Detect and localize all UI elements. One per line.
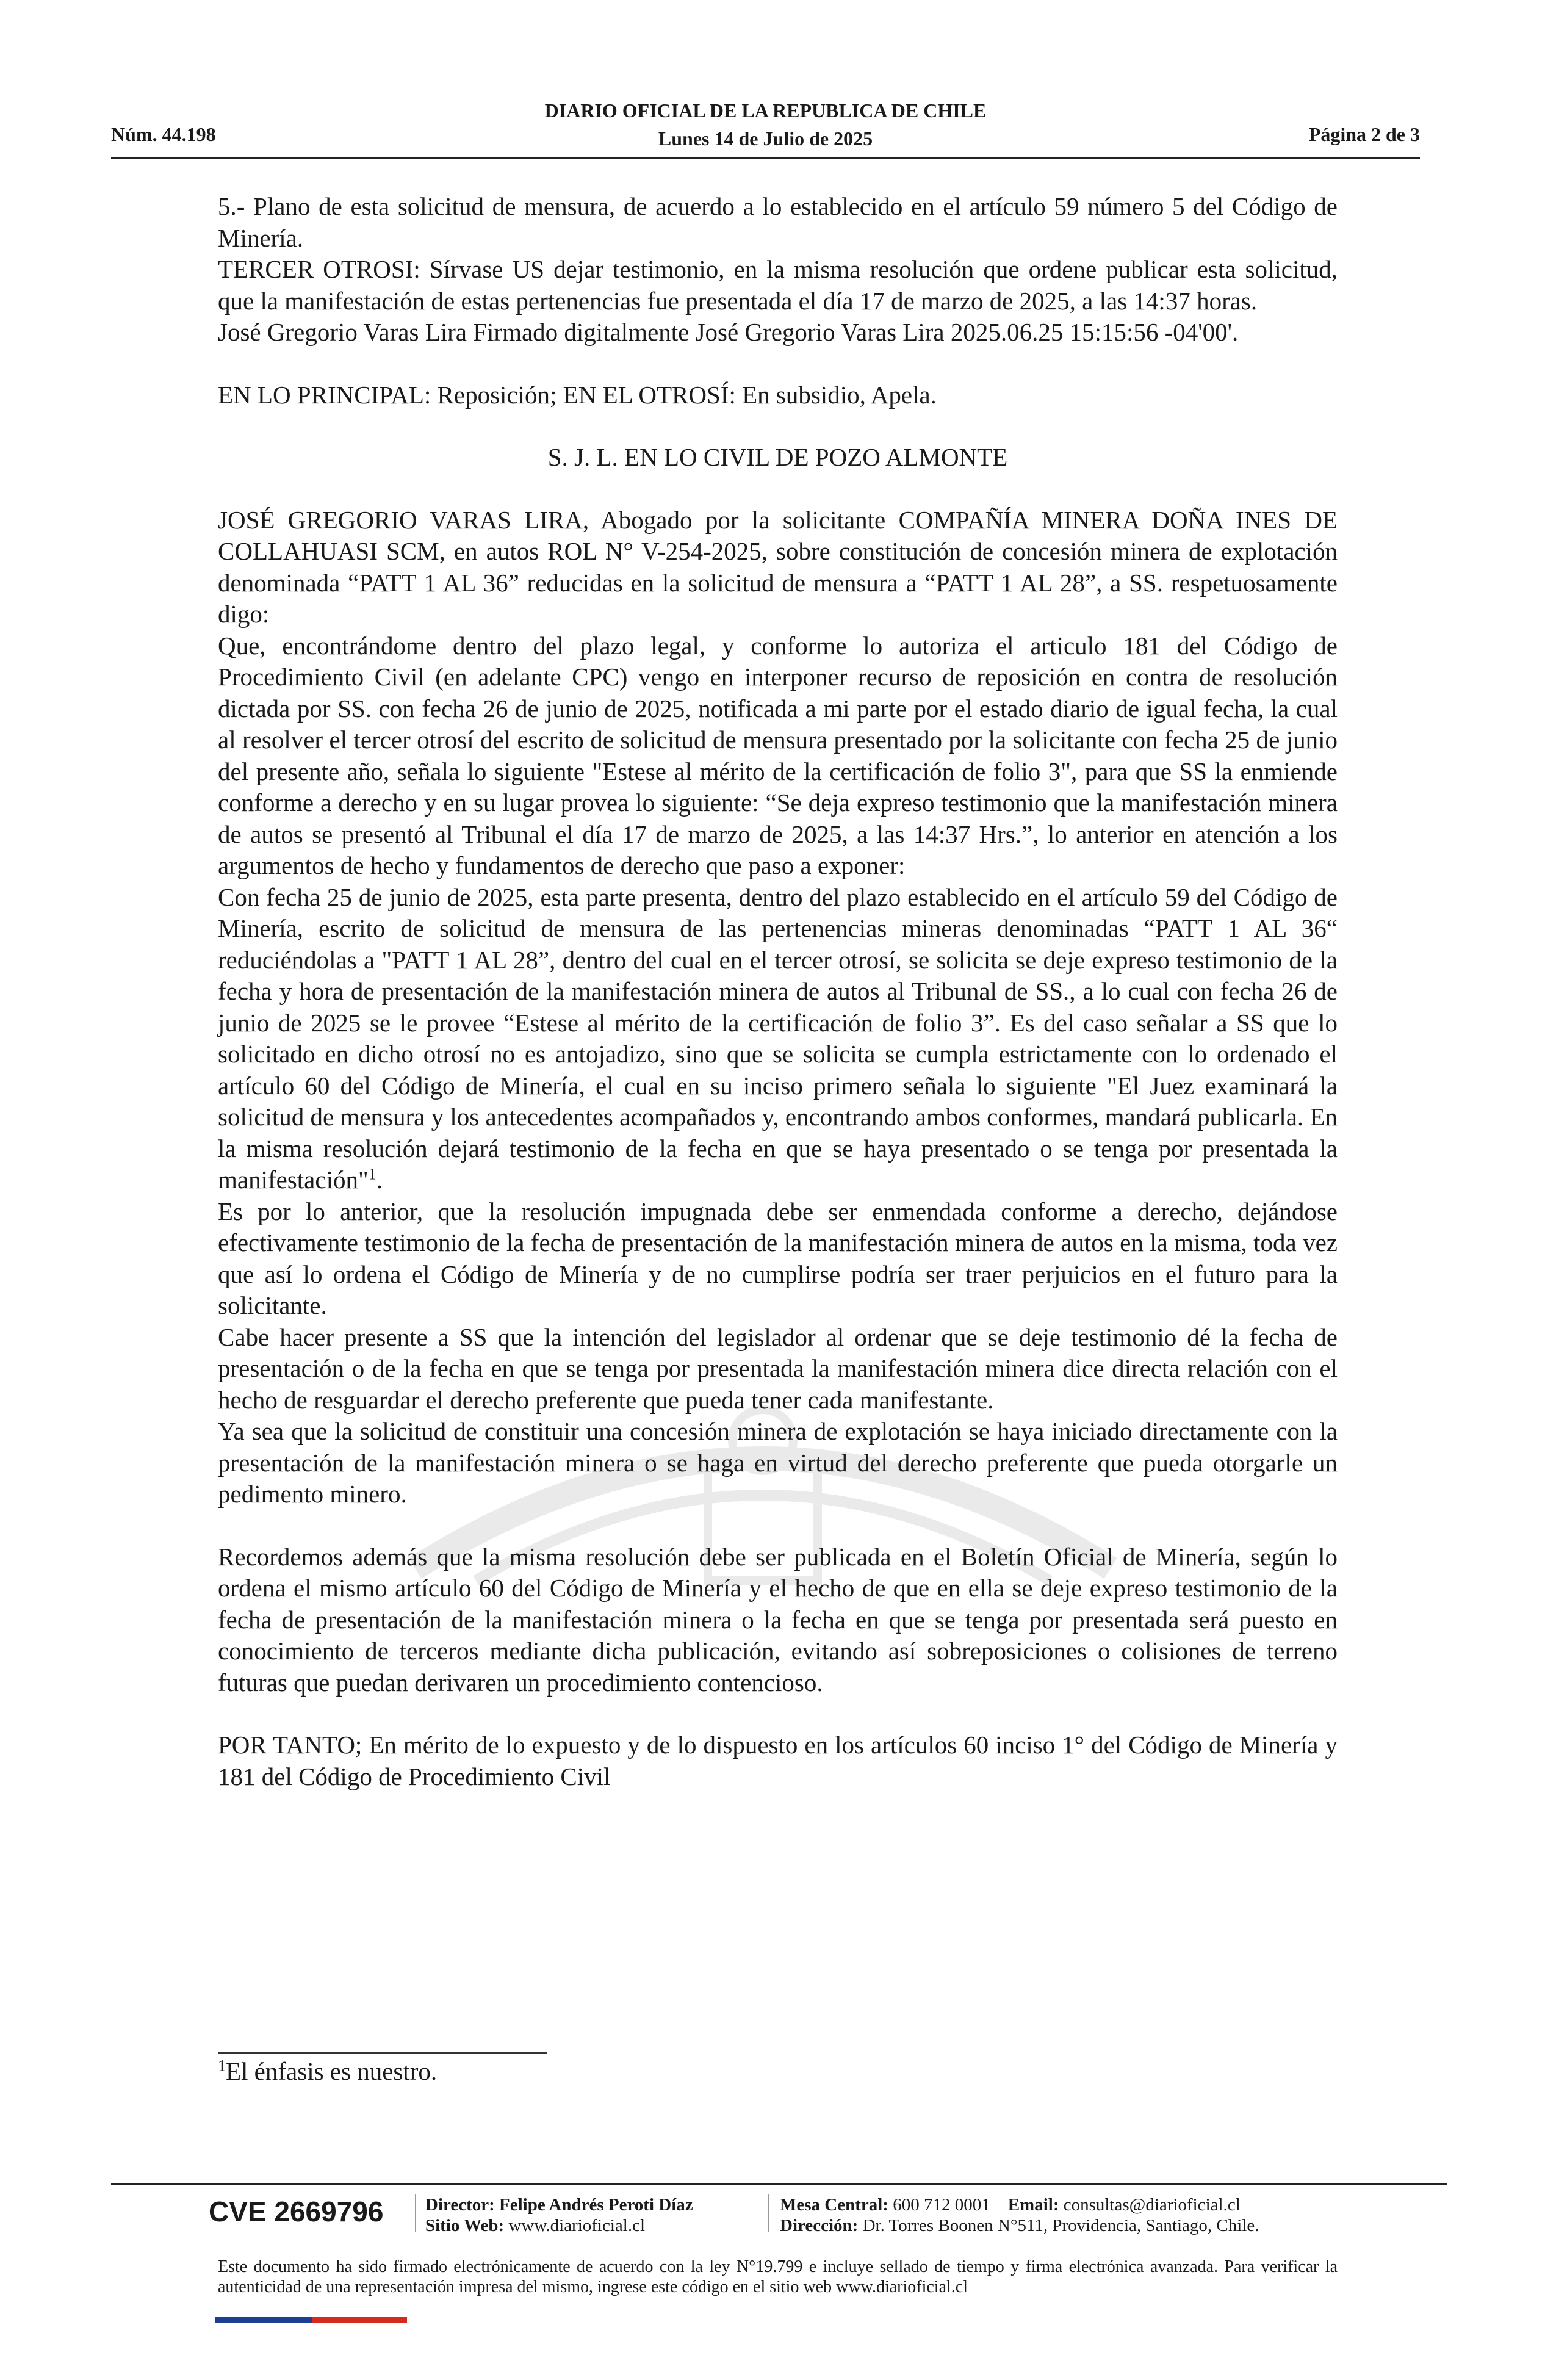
paragraph: Que, encontrándome dentro del plazo legal, y conforme lo autoriza el articulo 181 del Código de Procedimiento Civil (en adelante CPC) vengo en interponer recurso de reposición en contra de resolución dictada por SS. con fecha 26 de junio de 2025, notificada a mi parte por el estado diario de igual fecha, la cual al resolver el tercer otrosí del escrito de solicitud de mensura presentado por la solicitante con fecha 25 de junio del presente año, señala lo siguiente "Estese al mérito de la certificación de folio 3", para que SS la enmiende conforme a derecho y en su lugar provea lo siguiente: “Se deja expreso testimonio que la manifestación minera de autos se presentó al Tribunal el día 17 de marzo de 2025, a las 14:37 Hrs.”, lo anterior en atención a los argumentos de hecho y fundamentos de derecho que paso a exponer: bbox=[218, 631, 1338, 879]
paragraph: Ya sea que la solicitud de constituir una concesión minera de explotación se haya iniciado directamente con la presentación de la manifestación minera o se haga en virtud del derecho preferente que pueda otorgarle un pedimento minero. bbox=[218, 1417, 1338, 1508]
footer-divider bbox=[111, 2183, 1447, 2185]
footer-separator bbox=[415, 2194, 416, 2232]
footer-separator bbox=[768, 2194, 769, 2232]
address-text: Dr. Torres Boonen N°511, Providencia, Santiago, Chile. bbox=[862, 2216, 1259, 2235]
paragraph: Cabe hacer presente a SS que la intención del legislador al ordenar que se deje testimonio dé la fecha de presentación o de la fecha en que se tenga por presentada la manifestación minera dice directa relación con el hecho de resguardar el derecho preferente que pueda tener cada manifestante. bbox=[218, 1322, 1338, 1414]
flag-bar-red bbox=[312, 2317, 407, 2323]
footnote-text: El énfasis es nuestro. bbox=[226, 2057, 438, 2085]
document-body bbox=[218, 191, 1338, 1792]
footnote-divider bbox=[218, 2052, 547, 2054]
mesa-phone: 600 712 0001 bbox=[893, 2195, 990, 2215]
footer-director-block bbox=[425, 2194, 693, 2236]
site-link[interactable]: www.diarioficial.cl bbox=[508, 2216, 646, 2235]
director-label: Director: bbox=[425, 2195, 495, 2215]
address-label: Dirección: bbox=[780, 2216, 859, 2235]
footer-contact-block bbox=[780, 2194, 1259, 2236]
flag-bar-blue bbox=[215, 2317, 312, 2323]
paragraph bbox=[218, 882, 1338, 1196]
legal-notice: Este documento ha sido firmado electrónicamente de acuerdo con la ley N°19.799 e incluye sellado de tiempo y firma electrónica avanzada. Para verificar la autenticidad de una representación impresa del mismo, ingrese este código en el sitio web www.diarioficial.cl bbox=[218, 2257, 1338, 2296]
page-header bbox=[111, 93, 1420, 161]
site-label: Sitio Web: bbox=[425, 2216, 505, 2235]
paragraph: Recordemos además que la misma resolución debe ser publicada en el Boletín Oficial de Minería, según lo ordena el mismo artículo 60 del Código de Minería y el hecho de que en ella se deje expreso testimonio de la fecha de presentación de la manifestación minera o la fecha en que se tenga por presentada será puesto en conocimiento de terceros mediante dicha publicación, evitando así sobreposiciones o colisiones de terreno futuras que puedan derivaren un procedimiento contencioso. bbox=[218, 1542, 1338, 1697]
director-name: Felipe Andrés Peroti Díaz bbox=[499, 2195, 693, 2215]
paragraph: TERCER OTROSI: Sírvase US dejar testimonio, en la misma resolución que ordene publicar esta solicitud, que la manifestación de estas pertenencias fue presentada el día 17 de marzo de 2025, a las 14:37 horas. bbox=[218, 255, 1338, 315]
paragraph-text: Con fecha 25 de junio de 2025, esta parte presenta, dentro del plazo establecido en el artículo 59 del Código de Minería, escrito de solicitud de mensura de las pertenencias mineras denominadas “PATT 1 AL 36“ reduciéndolas a "PATT 1 AL 28”, dentro del cual en el tercer otrosí, se solicita se deje expreso testimonio de la fecha y hora de presentación de la manifestación minera de autos al Tribunal de SS., a lo cual con fecha 26 de junio de 2025 se le provee “Estese al mérito de la certificación de folio 3”. Es del caso señalar a SS que lo solicitado en dicho otrosí no es antojadizo, sino que se solicita se cumpla estrictamente con lo ordenado el artículo 60 del Código de Minería, el cual en su inciso primero señala lo siguiente "El Juez examinará la solicitud de mensura y los antecedentes acompañados y, encontrando ambos conformes, mandará publicarla. En la misma resolución dejará testimonio de la fecha en que se haya presentado o se tenga por presentada la manifestación" bbox=[218, 882, 1338, 1194]
paragraph: 5.- Plano de esta solicitud de mensura, de acuerdo a lo establecido en el artículo 59 número 5 del Código de Minería. bbox=[218, 192, 1338, 252]
newspaper-title: DIARIO OFICIAL DE LA REPUBLICA DE CHILE bbox=[544, 99, 987, 121]
paragraph: José Gregorio Varas Lira Firmado digitalmente José Gregorio Varas Lira 2025.06.25 15:15:56 -04'00'. bbox=[218, 318, 1239, 346]
issue-number: Núm. 44.198 bbox=[111, 123, 216, 145]
paragraph: EN LO PRINCIPAL: Reposición; EN EL OTROSÍ: En subsidio, Apela. bbox=[218, 380, 937, 409]
header-center bbox=[111, 96, 1420, 153]
email-link[interactable]: consultas@diarioficial.cl bbox=[1063, 2195, 1241, 2215]
paragraph: POR TANTO; En mérito de lo expuesto y de lo dispuesto en los artículos 60 inciso 1° del Código de Minería y 181 del Código de Procedimiento Civil bbox=[218, 1731, 1338, 1790]
email-label: Email: bbox=[1007, 2195, 1059, 2215]
paragraph: Es por lo anterior, que la resolución impugnada debe ser enmendada conforme a derecho, dejándose efectivamente testimonio de la fecha de presentación de la manifestación minera de autos en la misma, toda vez que así lo ordena el Código de Minería y de no cumplirse podría ser traer perjuicios en el futuro para la solicitante. bbox=[218, 1197, 1338, 1319]
cve-code: CVE 2669796 bbox=[209, 2196, 384, 2227]
header-divider bbox=[111, 157, 1420, 159]
page-number: Página 2 de 3 bbox=[1308, 123, 1420, 145]
footnote-mark: 1 bbox=[218, 2057, 226, 2075]
mesa-label: Mesa Central: bbox=[780, 2195, 888, 2215]
footnote-reference[interactable]: 1 bbox=[368, 1165, 376, 1183]
court-heading: S. J. L. EN LO CIVIL DE POZO ALMONTE bbox=[547, 443, 1008, 471]
paragraph: JOSÉ GREGORIO VARAS LIRA, Abogado por la solicitante COMPAÑÍA MINERA DOÑA INES DE COLLAHUASI SCM, en autos ROL N° V-254-2025, sobre constitución de concesión minera de explotación denominada “PATT 1 AL 36” reducidas en la solicitud de mensura a “PATT 1 AL 28”, a SS. respetuosamente digo: bbox=[218, 505, 1338, 628]
footnote bbox=[218, 2055, 437, 2087]
paragraph-end: . bbox=[376, 1166, 383, 1194]
issue-date: Lunes 14 de Julio de 2025 bbox=[658, 128, 873, 150]
